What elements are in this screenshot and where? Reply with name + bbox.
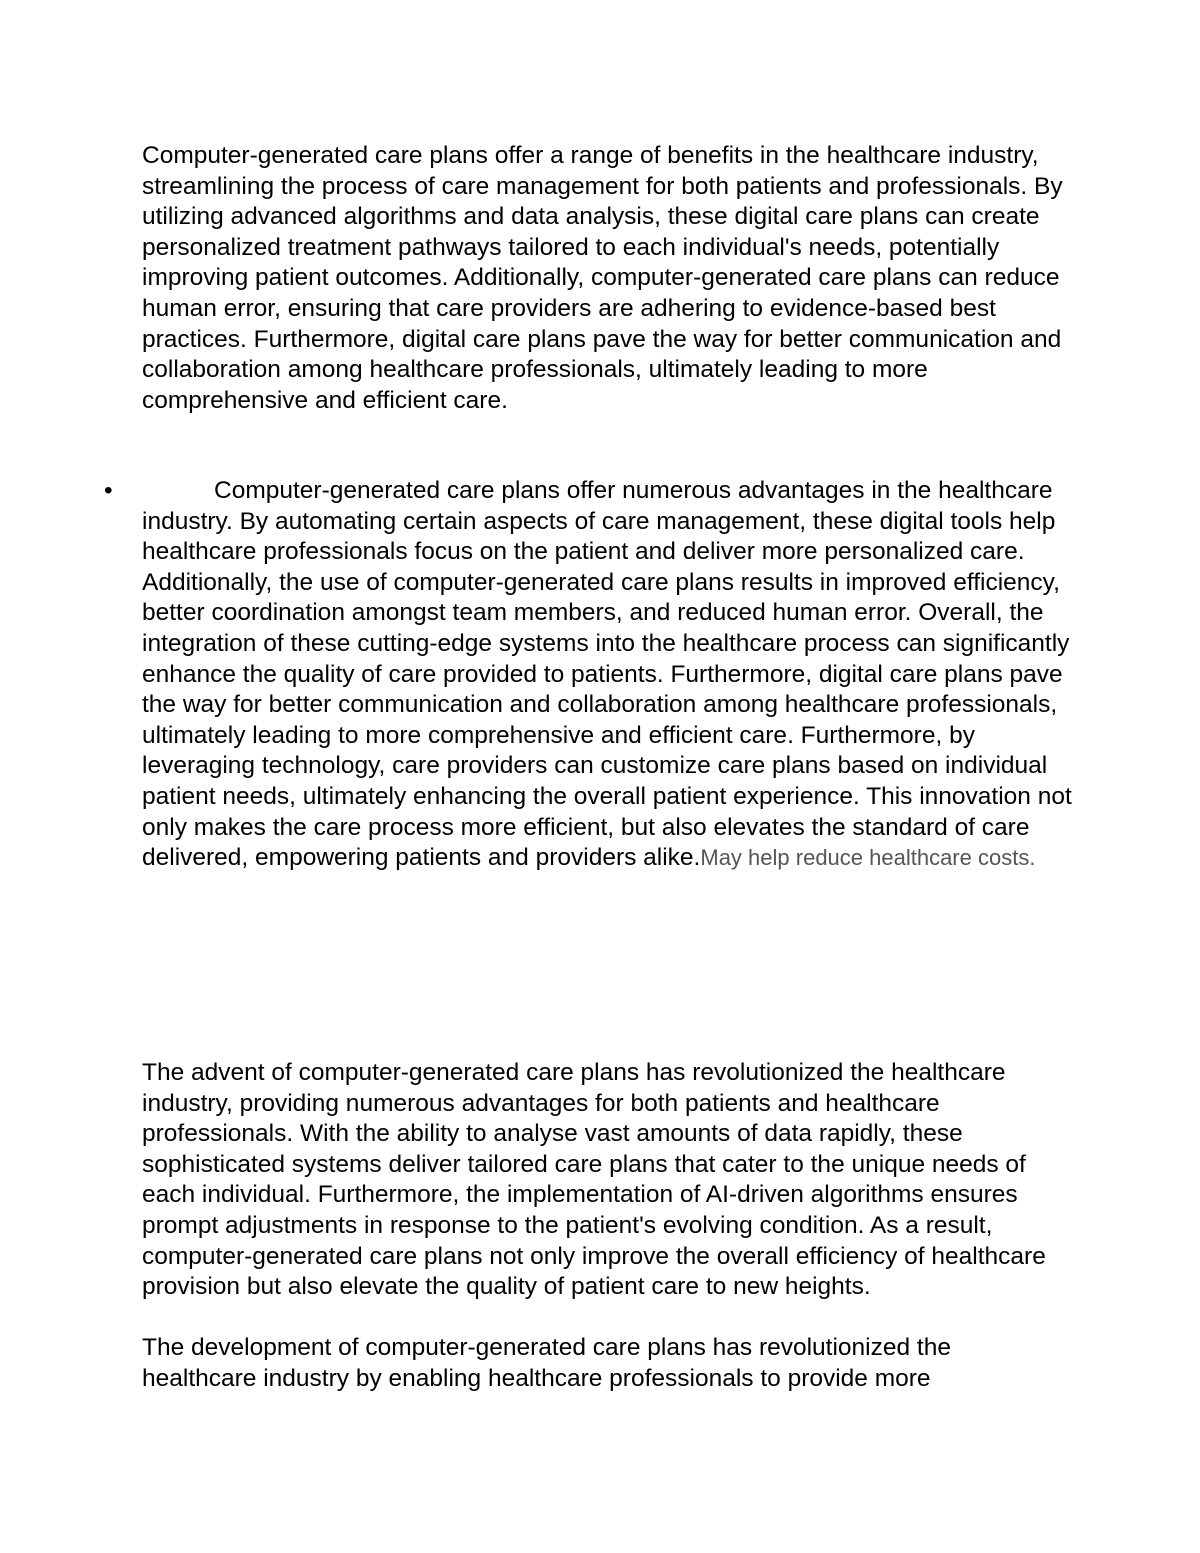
bullet-marker: • [104,477,113,504]
paragraph-4: The development of computer-generated care plans has revolutionized the healthcare industry by enabling healthcare professionals to provide more [142,1334,951,1392]
paragraph-2-text: Computer-generated care plans offer numerous advantages in the healthcare industry. By automating certain aspects of care management, these digital tools help healthcare professionals focus on the patient and deliver more personalized care. Additionally, the use of computer-generated care plans results in improved efficiency, better coordination amongst team members, and reduced human error. Overall, the integration of these cutting-edge systems into the healthcare process can significantly enhance the quality of care provided to patients. Furthermore, digital care plans pave the way for better communication and collaboration among healthcare professionals, ultimately leading to more comprehensive and efficient care. Furthermore, by leveraging technology, care providers can customize care plans based on individual patient needs, ultimately enhancing the overall patient experience. This innovation not only makes the care process more efficient, but also elevates the standard of care delivered, empowering patients and providers alike. [142,477,1072,872]
paragraph-3: The advent of computer-generated care plans has revolutionized the healthcare industry, providing numerous advantages for both patients and healthcare professionals. With the ability to analyse vast amounts of data rapidly, these sophisticated systems deliver tailored care plans that cater to the unique needs of each individual. Furthermore, the implementation of AI-driven algorithms ensures prompt adjustments in response to the patient's evolving condition. As a result, computer-generated care plans not only improve the overall efficiency of healthcare provision but also elevate the quality of patient care to new heights. [142,1059,1046,1301]
paragraph-1: Computer-generated care plans offer a range of benefits in the healthcare industry, streamlining the process of care management for both patients and professionals. By utilizing advanced algorithms and data analysis, these digital care plans can create personalized treatment pathways tailored to each individual's needs, potentially improving patient outcomes. Additionally, computer-generated care plans can reduce human error, ensuring that care providers are adhering to evidence-based best practices. Furthermore, digital care plans pave the way for better communication and collaboration among healthcare professionals, ultimately leading to more comprehensive and efficient care. [142,142,1063,414]
paragraph-2 [142,476,1072,874]
paragraph-2-tail: May help reduce healthcare costs. [700,845,1036,871]
